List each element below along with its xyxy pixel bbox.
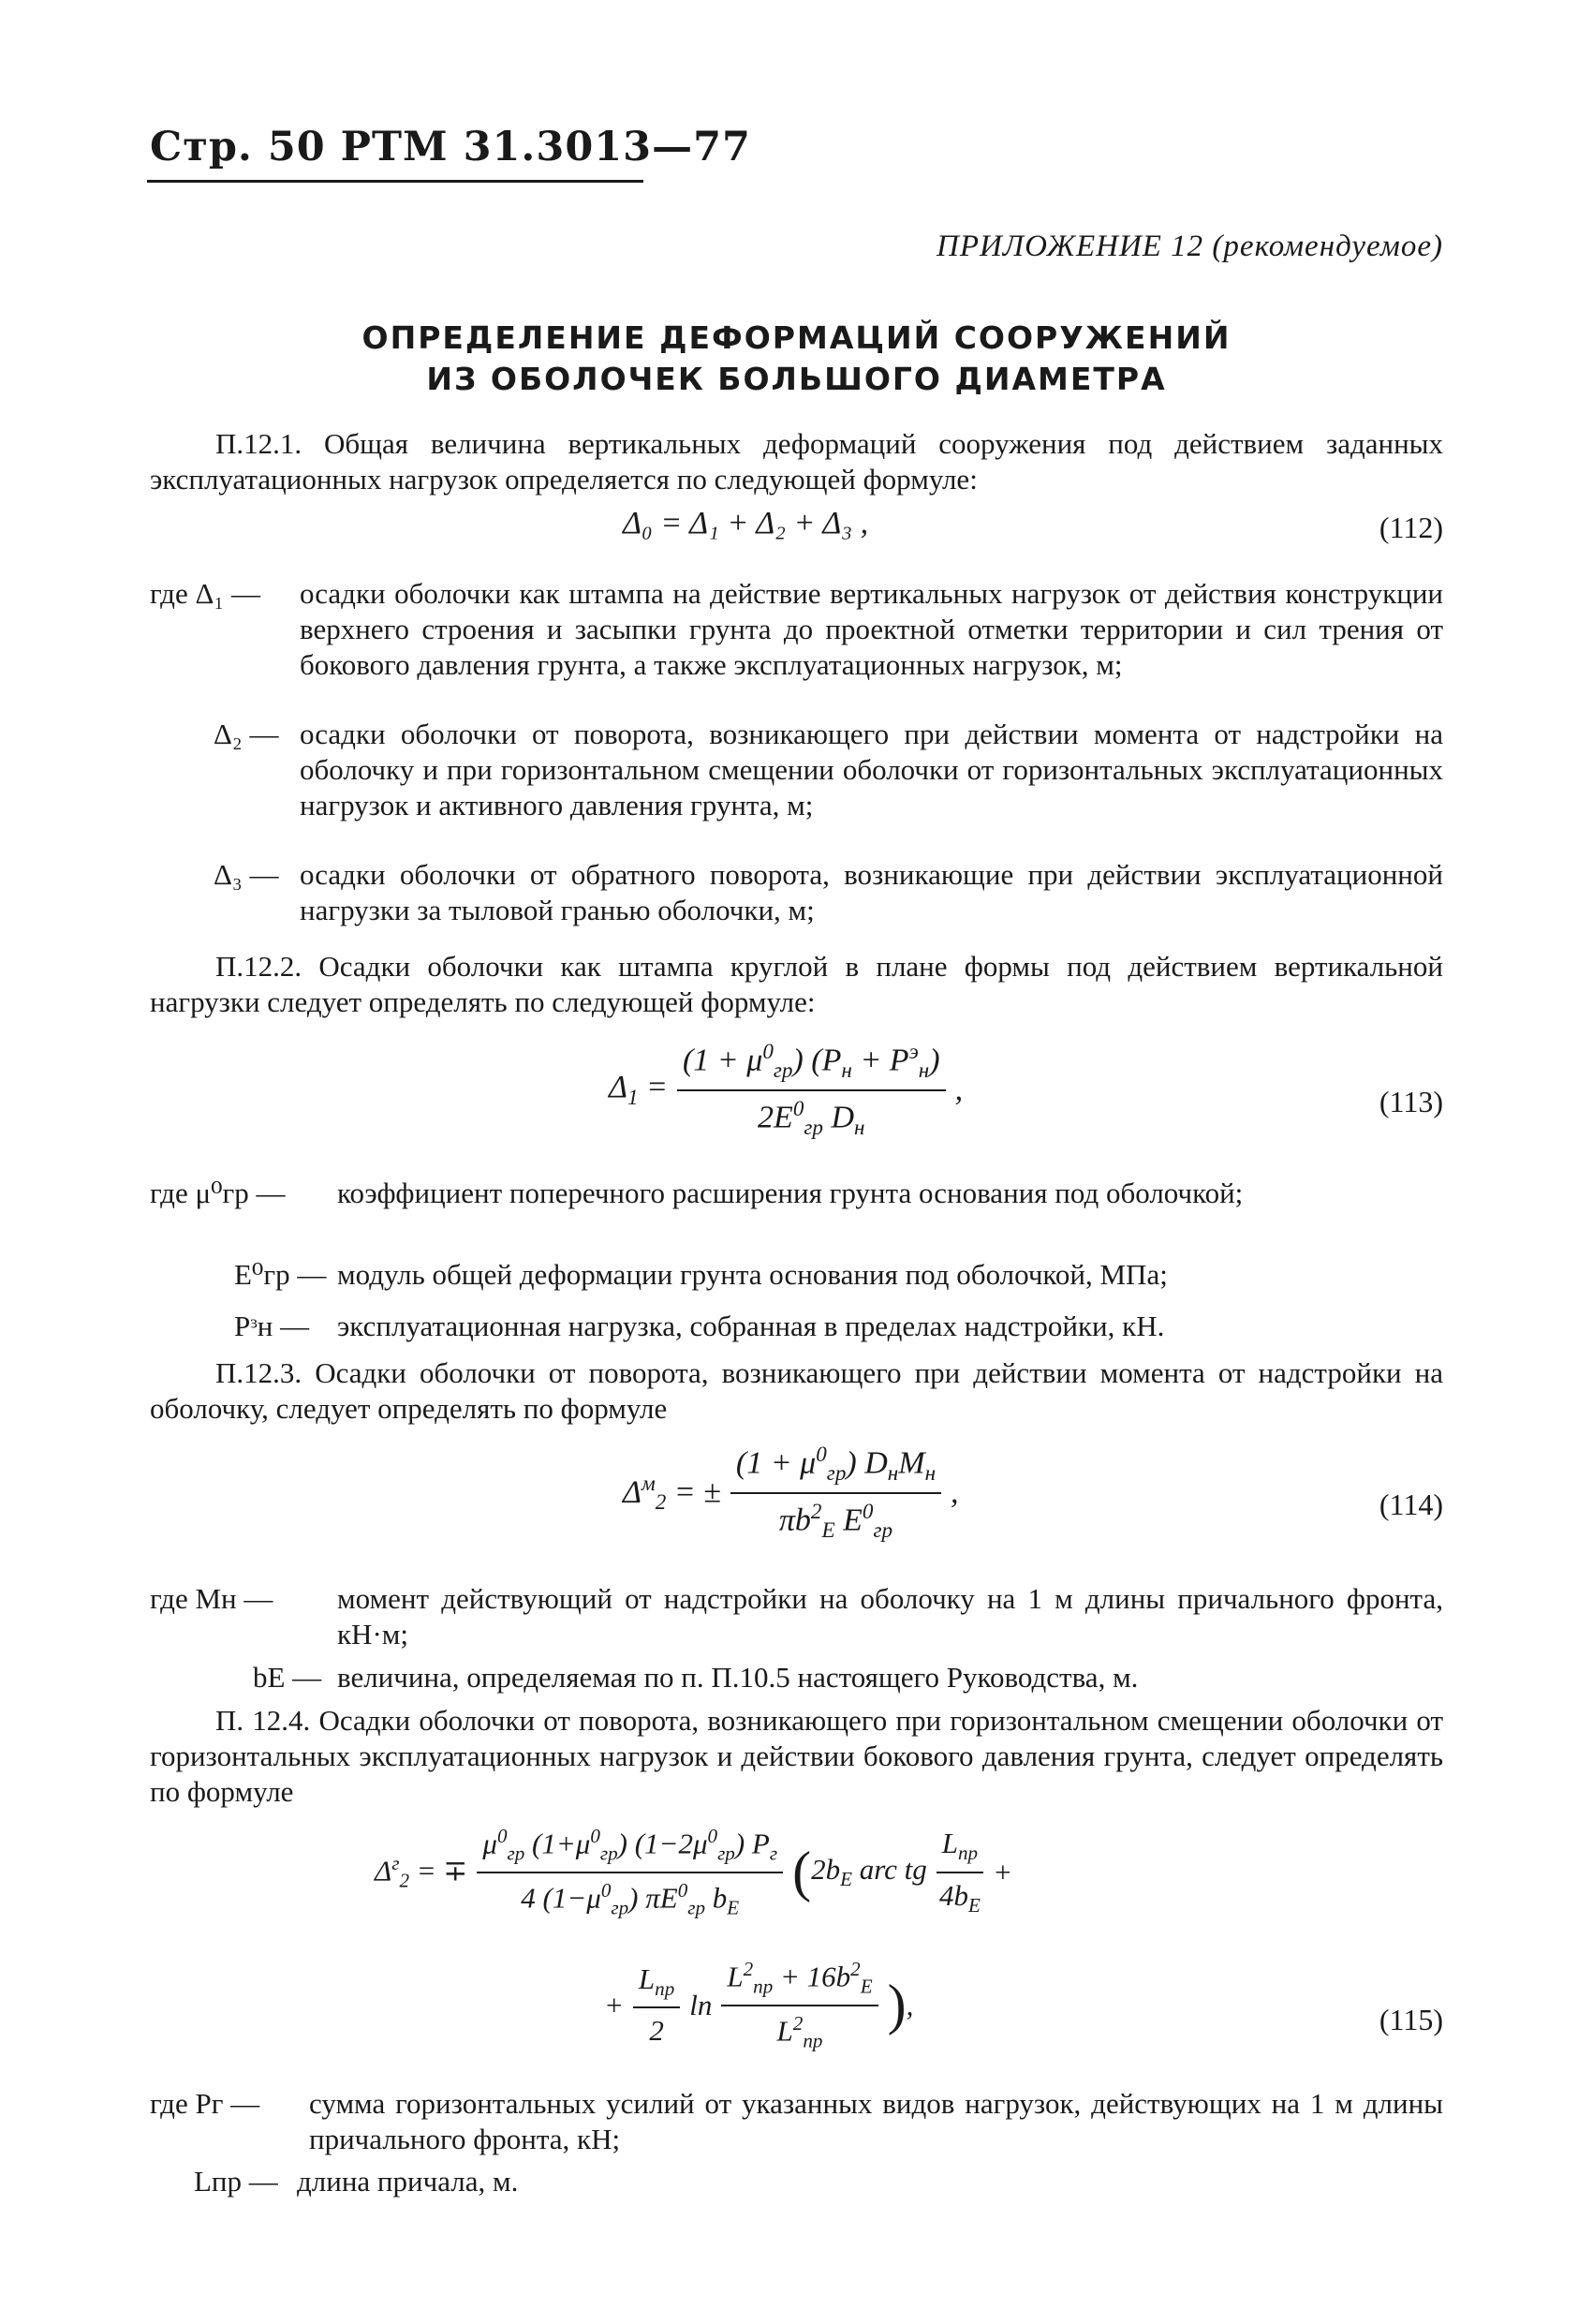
- equation-114-number: (114): [1379, 1488, 1443, 1521]
- definition-delta2: [214, 717, 1443, 866]
- paragraph-12-2: П.12.2. Осадки оболочки как штампа круглой в плане формы под действием вертикальной нагрузки следует определять по следующей формуле:: [150, 950, 1443, 1018]
- definition-text: коэффициент поперечного расширения грунта основания под оболочкой;: [337, 1177, 1244, 1209]
- definition-text: сумма горизонтальных усилий от указанных видов нагрузок, действующих на 1 м длины причального фронта, кН;: [309, 2087, 1443, 2155]
- definition-symbol: Pᵌн —: [234, 1310, 310, 1342]
- appendix-label: ПРИЛОЖЕНИЕ 12 (рекомендуемое): [936, 229, 1443, 263]
- definition-e0: [234, 1257, 1443, 1295]
- equation-112: [623, 506, 868, 541]
- definition-p-e: [234, 1309, 1443, 1346]
- definition-pg: [150, 2086, 1443, 2161]
- definition-lpr: [194, 2164, 1443, 2201]
- equation-115-number: (115): [1379, 2003, 1443, 2036]
- section-title-line-1: ОПРЕДЕЛЕНИЕ ДЕФОРМАЦИЙ СООРУЖЕНИЙ: [361, 319, 1232, 356]
- paragraph-12-3: П.12.3. Осадки оболочки от поворота, возникающего при действии момента от надстройки на оболочку, следует определять по формуле: [150, 1356, 1443, 1425]
- definition-delta3: [214, 857, 1443, 932]
- equation-113-number: (113): [1379, 1085, 1443, 1118]
- definition-symbol: Lпр —: [194, 2165, 278, 2198]
- definition-symbol: Δ₃ —: [214, 858, 279, 891]
- definition-symbol: где Mн —: [150, 1582, 273, 1615]
- definition-text: осадки оболочки от поворота, возникающего при действии момента от надстройки на оболочку и при горизонтальном смещении оболочки от горизонтальных эксплуатационных нагрузок и активного давления грунта, м;: [300, 718, 1443, 822]
- equation-112-body: Δ₀ = Δ₁ + Δ₂ + Δ₃ ,: [623, 506, 869, 540]
- definition-text: величина, определяемая по п. П.10.5 настоящего Руководства, м.: [337, 1661, 1139, 1694]
- definition-symbol: где μ⁰гр —: [150, 1177, 286, 1209]
- paragraph-12-4: П. 12.4. Осадки оболочки от поворота, возникающего при горизонтальном смещении оболочки от горизонтальных эксплуатационных нагрузок и действии бокового давления грунта, следует определять по формуле: [150, 1704, 1443, 1808]
- definition-symbol: где Pг —: [150, 2087, 260, 2120]
- definition-mu: [150, 1176, 1443, 1251]
- section-title-line-2: ИЗ ОБОЛОЧЕК БОЛЬШОГО ДИАМЕТРА: [426, 361, 1167, 397]
- definition-text: эксплуатационная нагрузка, собранная в пределах надстройки, кН.: [337, 1310, 1165, 1342]
- equation-113: $\Delta_1$ = $\frac{(1 + \mu^0_{гр}) (P_н + P^э_н)}{2E^0_{гр} D_н}$ ,: [609, 1040, 964, 1141]
- definition-text: осадки оболочки как штампа на действие вертикальных нагрузок от действия конструкции верхнего строения и засыпки грунта до проектной отметки территории и сил трения от бокового давления грунта, а также эксплуатационных нагрузок, м;: [300, 577, 1443, 681]
- equation-115-line-2: + $\frac{L_{пр}}{2}$ ln $\frac{L^2_{пр} + 16b^2_E}{L^2_{пр}}$ ) ,: [604, 1958, 914, 2052]
- definition-text: осадки оболочки от обратного поворота, возникающие при действии эксплуатационной нагрузки за тыловой гранью оболочки, м;: [300, 858, 1443, 926]
- definition-symbol: где Δ₁ —: [150, 577, 260, 610]
- equation-115-line-1: $\Delta^г_2$ = ∓ $\frac{\mu^0_{гр} (1+\mu^0_{гр}) (1-2\mu^0_{гр}) P_г}{4 (1-\mu^0_{гр}) \pi E^0_{гр} b_E}$ ( $2b_E$ arc tg $\frac{L_{пр}}{4b_E}$ +: [375, 1825, 1013, 1919]
- definition-text: длина причала, м.: [297, 2165, 519, 2198]
- paragraph-12-1: П.12.1. Общая величина вертикальных деформаций сооружения под действием заданных эксплуатационных нагрузок определяется по следующей формуле:: [150, 427, 1443, 496]
- equation-114: $\Delta^м_2$ = ± $\frac{(1 + \mu^0_{гр}) D_нM_н}{\pi b^2_E E^0_{гр}}$ ,: [623, 1443, 959, 1544]
- page-header: Стр. 50 РТМ 31.3013—77: [150, 124, 751, 170]
- definition-symbol: bE —: [253, 1661, 322, 1694]
- equation-112-number: (112): [1379, 511, 1443, 544]
- definition-be: [253, 1660, 1443, 1697]
- definition-symbol: Δ₂ —: [214, 718, 279, 750]
- definition-text: модуль общей деформации грунта основания под оболочкой, МПа;: [337, 1258, 1168, 1291]
- definition-text: момент действующий от надстройки на оболочку на 1 м длины причального фронта, кН·м;: [337, 1582, 1443, 1650]
- header-rule: [147, 180, 643, 183]
- definition-symbol: E⁰гр —: [234, 1258, 327, 1291]
- definition-mn: [150, 1581, 1443, 1656]
